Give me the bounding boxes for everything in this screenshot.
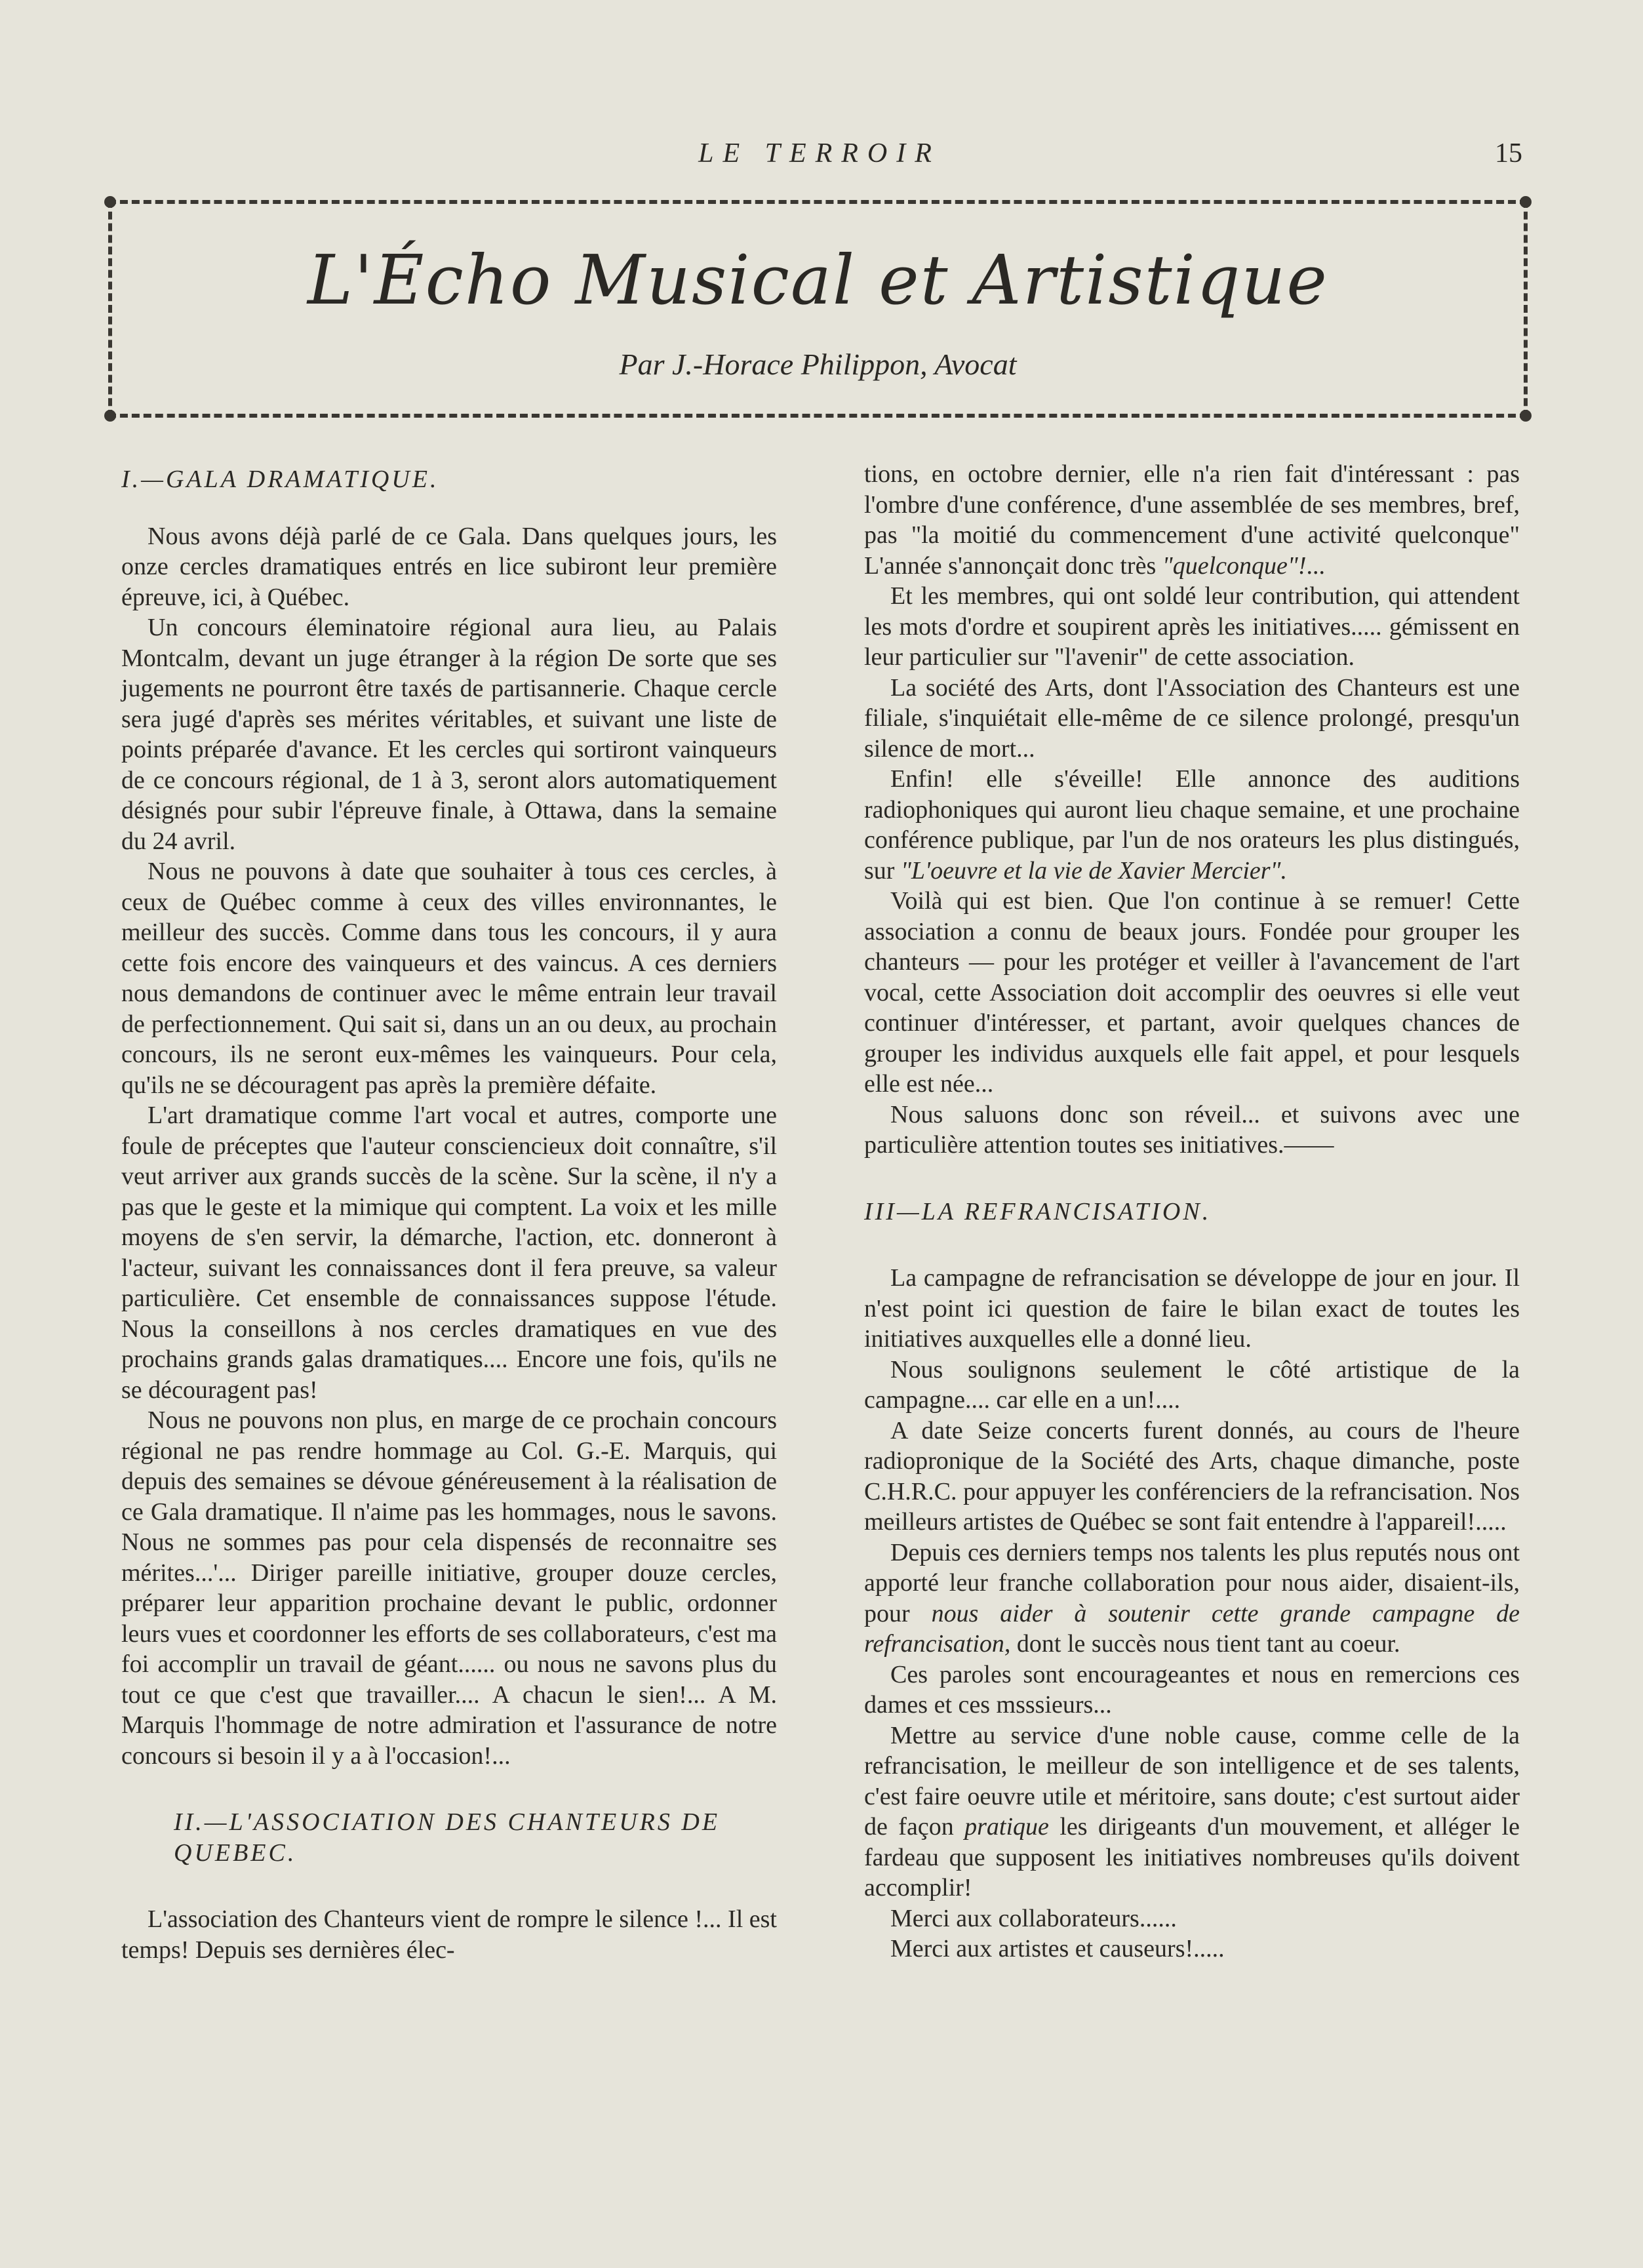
paragraph: Nous avons déjà parlé de ce Gala. Dans quelques jours, les onze cercles dramatiques entrés en lice subiront leur première épreuve, ici, à Québec. — [121, 522, 777, 611]
paragraph-text: Mettre au service d'une noble cause, comme celle de la refrancisation, le meilleur de son intelligence et de ses talents, c'est faire oeuvre utile et méritoire, sans doute; c'est surtout aider de façon — [864, 1721, 1520, 1840]
left-column — [121, 464, 777, 1965]
paragraph: Voilà qui est bien. Que l'on continue à se remuer! Cette association a connu de beaux jours. Fondée pour grouper les chanteurs — pour les protéger et veiller à l'avancement de l'art vocal, cette Association doit accomplir des oeuvres si elle veut continuer d'intéresser, et partant, avoir quelques chances de grouper les individus auxquels elle fait appel, et pour lesquels elle est née... — [864, 887, 1520, 1098]
paragraph: Nous saluons donc son réveil... et suivons avec une particulière attention toutes ses initiatives.—— — [864, 1100, 1520, 1159]
running-header — [0, 138, 1643, 177]
section-heading: I.—GALA DRAMATIQUE. — [121, 466, 439, 493]
paragraph: Merci aux collaborateurs...... — [890, 1904, 1177, 1932]
paragraph: Nous ne pouvons à date que souhaiter à tous ces cercles, à ceux de Québec comme à ceux des villes environnantes, le meilleur des succès. Comme dans tous les concours, il y aura cette fois encore des vainqueurs et des vaincus. A ces derniers nous demandons de continuer avec le même entrain leur travail de perfectionnement. Qui sait si, dans un an ou deux, au prochain concours, ils ne seront eux-mêmes les vainqueurs. Pour cela, qu'ils ne se découragent pas après la première défaite. — [121, 858, 777, 1099]
paragraph-text: dont le succès nous tient tant au coeur. — [1010, 1630, 1400, 1658]
title-frame — [108, 200, 1528, 418]
paragraph-text: les dirigeants d'un mouvement, et alléger le fardeau que supposent les initiatives nombreuses qu'ils doivent accomplir! — [864, 1813, 1520, 1901]
frame-corner-ornament — [104, 196, 116, 208]
section-heading: II.—L'ASSOCIATION DES CHANTEURS DE QUEBEC. — [174, 1808, 721, 1867]
paragraph: A date Seize concerts furent donnés, au cours de l'heure radiopronique de la Société des Arts, chaque dimanche, poste C.H.R.C. pour appuyer les conférenciers de la refrancisation. Nos meilleurs artistes de Québec se sont fait entendre à l'appareil!..... — [864, 1416, 1520, 1536]
paragraph: Et les membres, qui ont soldé leur contribution, qui attendent les mots d'ordre et soupirent après les initiatives..... gémissent en leur particulier sur "l'avenir" de cette association. — [864, 582, 1520, 671]
paragraph: Merci aux artistes et causeurs!..... — [890, 1935, 1225, 1962]
paragraph — [864, 459, 1520, 581]
paragraph: Nous ne pouvons non plus, en marge de ce prochain concours régional ne pas rendre hommage au Col. G.-E. Marquis, qui depuis des semaines se dévoue généreusement à la réalisation de ce Gala dramatique. Il n'aime pas les hommages, nous le savons. Nous ne sommes pas pour cela dispensés de reconnaitre ses mérites...'... Diriger pareille initiative, grouper douze cercles, préparer leur apparition prochaine devant le public, ordonner leurs vues et coordonner les efforts de ses collaborateurs, c'est ma foi accomplir un travail de géant...... ou nous ne savons plus du tout ce que c'est que travailler.... A chacun le sien!... A M. Marquis l'hommage de notre admiration et l'assurance de notre concours si besoin il y a à l'occasion!... — [121, 1406, 777, 1770]
paragraph — [864, 1721, 1520, 1903]
paragraph-text: tions, en octobre dernier, elle n'a rien fait d'intéressant : pas l'ombre d'une conférence, d'une assemblée de ses membres, bref, pas "la moitié du commencement d'une activité quelconque" L'année s'annonçait donc très — [864, 460, 1520, 580]
emphasis: pratique — [964, 1813, 1049, 1840]
emphasis: "L'oeuvre et la vie de Xavier Mercier". — [900, 856, 1288, 885]
paragraph-text: ... — [1306, 551, 1325, 580]
paragraph: La société des Arts, dont l'Association des Chanteurs est une filiale, s'inquiétait elle-même de ce silence prolongé, presqu'un silence de mort... — [864, 673, 1520, 763]
article-title: L'Écho Musical et Artistique — [307, 240, 1328, 320]
paragraph: L'association des Chanteurs vient de rompre le silence !... Il est temps! Depuis ses dernières élec- — [121, 1905, 777, 1964]
frame-corner-ornament — [1520, 410, 1532, 422]
page-number: 15 — [1495, 138, 1522, 169]
frame-corner-ornament — [104, 410, 116, 422]
paragraph: La campagne de refrancisation se développe de jour en jour. Il n'est point ici question de faire le bilan exact de toutes les initiatives auxquelles elle a donné lieu. — [864, 1264, 1520, 1353]
emphasis: nous aider à soutenir cette grande campagne de refrancisation, — [864, 1599, 1520, 1658]
paragraph: Un concours éleminatoire régional aura lieu, au Palais Montcalm, devant un juge étranger à la région De sorte que ses jugements ne pourront être taxés de partisannerie. Chaque cercle sera jugé d'après ses mérites véritables, et suivant une liste de points préparée d'avance. Et les cercles qui sortiront vainqueurs de ce concours régional, de 1 à 3, seront alors automatiquement désignés pour subir l'épreuve finale, à Ottawa, dans la semaine du 24 avril. — [121, 614, 777, 855]
paragraph-text: Depuis ces derniers temps nos talents les plus reputés nous ont apporté leur franche collaboration pour nous aider, disaient-ils, pour — [864, 1538, 1520, 1627]
right-column — [864, 459, 1520, 1964]
journal-title: LE TERROIR — [698, 138, 941, 169]
paragraph: L'art dramatique comme l'art vocal et autres, comporte une foule de préceptes que l'auteur consciencieux doit connaître, s'il veut arriver aux grands succès de la scène. Sur la scène, il n'y a pas que le geste et la mimique qui comptent. La voix et les mille moyens de s'en servir, la démarche, l'action, etc. donneront à l'acteur, suivant les connaissances dont il fera preuve, sa valeur particulière. Cet ensemble de connaissances suppose l'étude. Nous la conseillons à nos cercles dramatiques en vue des prochains grands galas dramatiques.... Encore une fois, qu'ils ne se découragent pas! — [121, 1102, 777, 1404]
paragraph: Nous soulignons seulement le côté artistique de la campagne.... car elle en a un!.... — [864, 1355, 1520, 1414]
section-heading: III—LA REFRANCISATION. — [864, 1197, 1212, 1225]
article-byline: Par J.-Horace Philippon, Avocat — [619, 348, 1017, 381]
paragraph — [864, 1538, 1520, 1660]
paragraph-text: Enfin! elle s'éveille! Elle annonce des auditions radiophoniques qui auront lieu chaque semaine, et une prochaine conférence publique, par l'un de nos orateurs les plus distingués, sur — [864, 765, 1520, 885]
frame-corner-ornament — [1520, 196, 1532, 208]
emphasis: "quelconque"! — [1162, 551, 1307, 580]
paragraph — [864, 764, 1520, 886]
paragraph: Ces paroles sont encourageantes et nous en remercions ces dames et ces msssieurs... — [864, 1660, 1520, 1719]
